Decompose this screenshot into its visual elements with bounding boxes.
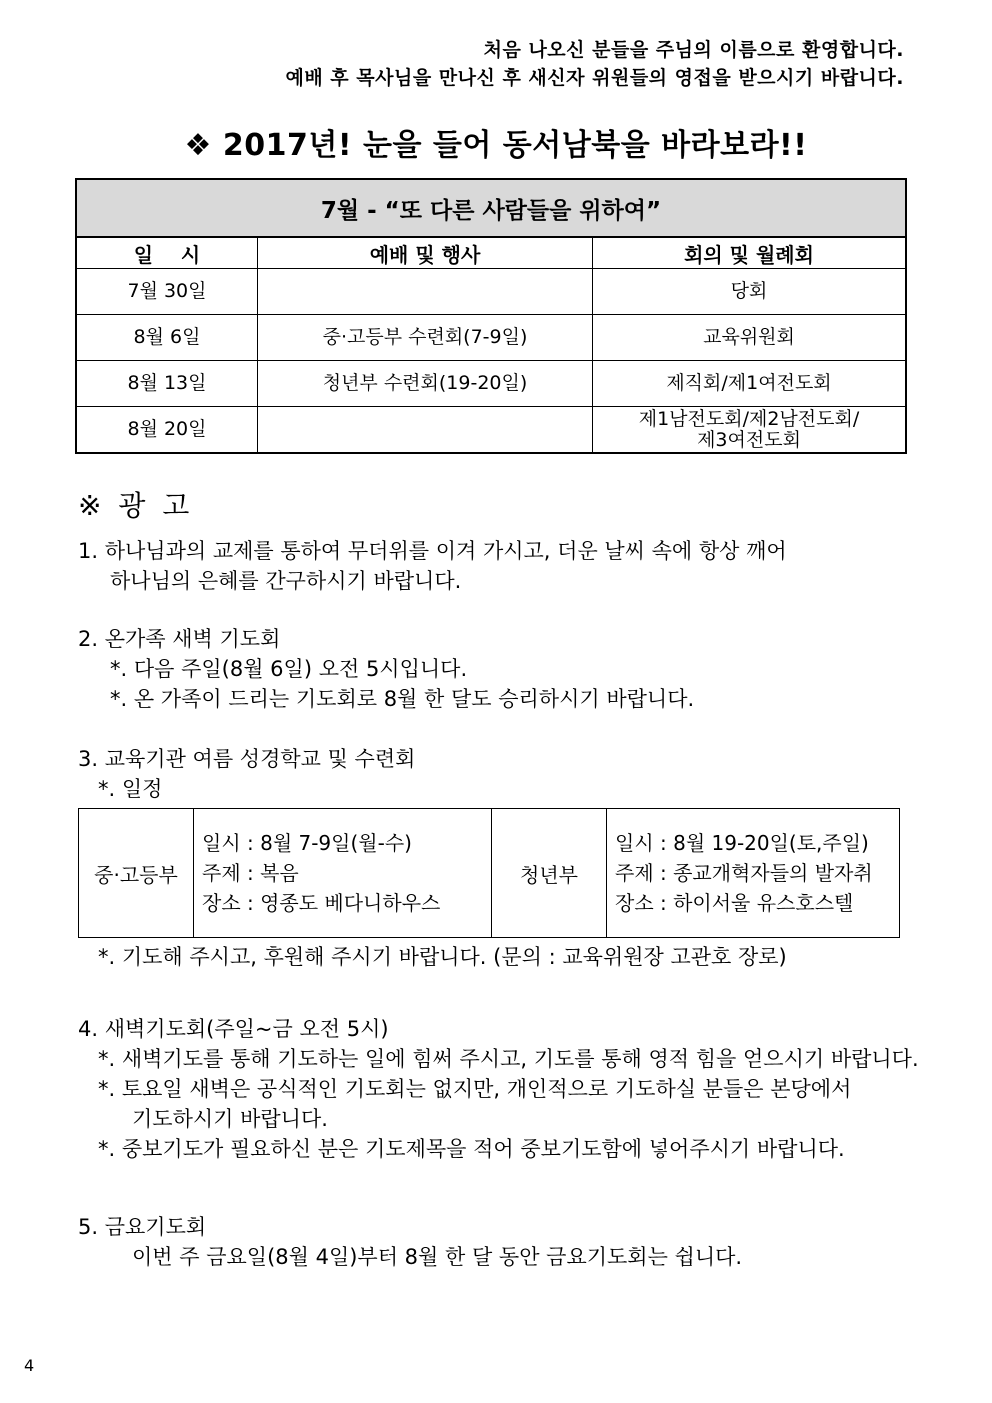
row-meeting: 당회: [593, 269, 907, 315]
camp-date: 일시 : 8월 19-20일(토,주일): [615, 831, 869, 855]
ad-item-4-title: 4. 새벽기도회(주일~금 오전 5시): [78, 1017, 389, 1041]
camp-place: 장소 : 영종도 베다니하우스: [202, 891, 441, 915]
ad-item-2-sub-1: *. 다음 주일(8월 6일) 오전 5시입니다.: [110, 657, 468, 681]
row-meeting: [593, 407, 907, 454]
row-meeting: 제직회/제1여전도회: [593, 361, 907, 407]
ad-item-5: [78, 1212, 742, 1272]
row-meeting-line-1: 제1남전도회/제2남전도회/: [638, 407, 860, 430]
row-date: 7월 30일: [76, 269, 258, 315]
ad-item-4: [78, 1014, 919, 1164]
camp-theme: 주제 : 종교개혁자들의 발자취: [615, 861, 873, 885]
camp-group-young-adults: 청년부: [492, 809, 607, 938]
ad-item-1: [78, 536, 787, 596]
table-row: [76, 315, 906, 361]
row-date: 8월 6일: [76, 315, 258, 361]
ad-item-4-sub-1: *. 새벽기도를 통해 기도하는 일에 힘써 주시고, 기도를 통해 영적 힘을 얻으시기 바랍니다.: [98, 1047, 919, 1071]
ad-item-2-title: 2. 온가족 새벽 기도회: [78, 627, 281, 651]
camp-date: 일시 : 8월 7-9일(월-수): [202, 831, 412, 855]
ad-item-3: [78, 744, 415, 804]
ad-item-4-sub-2-cont: 기도하시기 바랍니다.: [132, 1107, 328, 1131]
camp-place: 장소 : 하이서울 유스호스텔: [615, 891, 854, 915]
row-event: 중·고등부 수련회(7-9일): [258, 315, 593, 361]
header-meeting: 회의 및 월례회: [593, 237, 907, 269]
row-event: [258, 407, 593, 454]
row-event: [258, 269, 593, 315]
camp-info-young-adults: [607, 809, 900, 938]
row-meeting: 교육위원회: [593, 315, 907, 361]
ads-title: ※ 광 고: [78, 489, 194, 522]
welcome-line-1: 처음 나오신 분들을 주님의 이름으로 환영합니다.: [483, 39, 904, 61]
ad-item-4-sub-3: *. 중보기도가 필요하신 분은 기도제목을 적어 중보기도함에 넣어주시기 바랍니다.: [98, 1137, 845, 1161]
ad-item-3-sub-1: *. 일정: [98, 777, 163, 801]
camp-schedule-table: [78, 808, 900, 938]
ad-item-1-line-2: 하나님의 은혜를 간구하시기 바랍니다.: [110, 569, 462, 593]
ad-item-5-body: 이번 주 금요일(8월 4일)부터 8월 한 달 동안 금요기도회는 쉽니다.: [132, 1245, 743, 1269]
page-number: 4: [24, 1356, 35, 1375]
row-date: 8월 20일: [76, 407, 258, 454]
schedule-table: [75, 178, 907, 454]
row-meeting-line-2: 제3여전도회: [697, 428, 801, 451]
header-date: 일 시: [76, 237, 258, 269]
ad-item-3-title: 3. 교육기관 여름 성경학교 및 수련회: [78, 747, 416, 771]
row-date: 8월 13일: [76, 361, 258, 407]
ad-item-3-note-block: [78, 942, 787, 972]
header-event: 예배 및 행사: [258, 237, 593, 269]
row-event: 청년부 수련회(19-20일): [258, 361, 593, 407]
ad-item-1-line-1: 1. 하나님과의 교제를 통하여 무더위를 이겨 가시고, 더운 날씨 속에 항상 깨어: [78, 539, 787, 563]
ad-item-2-sub-2: *. 온 가족이 드리는 기도회로 8월 한 달도 승리하시기 바랍니다.: [110, 687, 695, 711]
camp-info-youth: [194, 809, 492, 938]
ad-item-5-title: 5. 금요기도회: [78, 1215, 207, 1239]
table-row: [76, 269, 906, 315]
schedule-month-title: 7월 - “또 다른 사람들을 위하여”: [76, 179, 906, 237]
welcome-line-2: 예배 후 목사님을 만나신 후 새신자 위원들의 영접을 받으시기 바랍니다.: [285, 67, 904, 89]
table-row: [76, 407, 906, 454]
camp-group-youth: 중·고등부: [79, 809, 194, 938]
page-title: ❖ 2017년! 눈을 들어 동서남북을 바라보라!!: [184, 128, 808, 163]
ad-item-4-sub-2: *. 토요일 새벽은 공식적인 기도회는 없지만, 개인적으로 기도하실 분들은 본당에서: [98, 1077, 852, 1101]
ad-item-3-note: *. 기도해 주시고, 후원해 주시기 바랍니다. (문의 : 교육위원장 고관호 장로): [98, 945, 787, 969]
welcome-message: [285, 36, 904, 92]
table-row: [76, 361, 906, 407]
ad-item-2: [78, 624, 694, 714]
camp-theme: 주제 : 복음: [202, 861, 299, 885]
